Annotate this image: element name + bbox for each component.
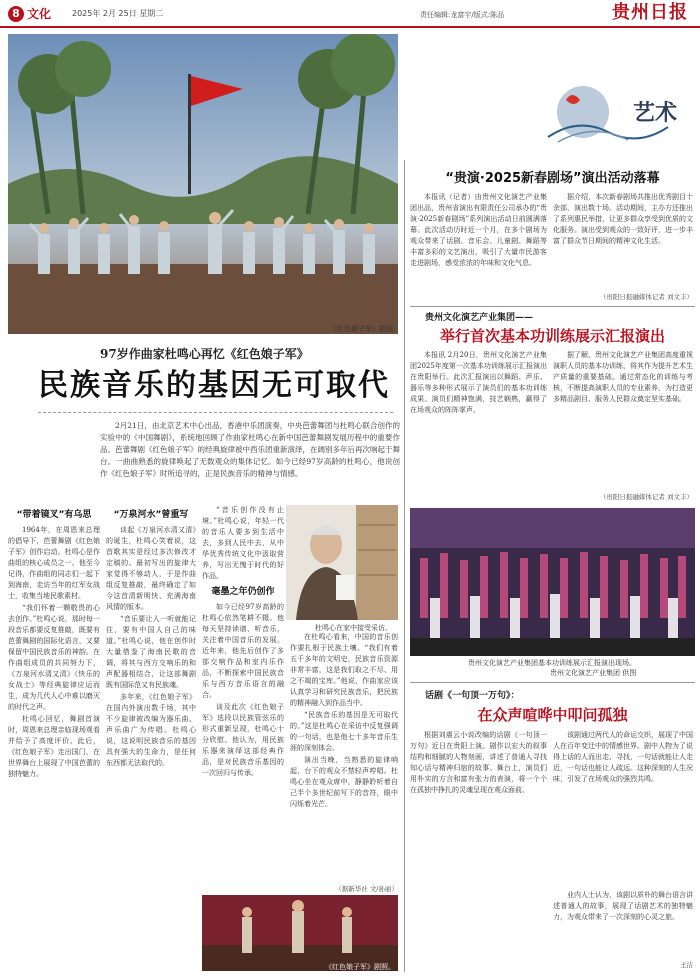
feature-col1: “带着镜叉”有乌思 1964年，在周恩来总理的倡导下，芭蕾舞剧《红色娘子军》创作启动。杜鸣心是作曲组的核心成员之一。他至今记得，作曲组的同志们一起下到海南，走访当年的红军女战士，收集当地民歌素材。 “我们怀着一颗敬畏的心去创作。”杜鸣心说，那时每一段音乐都要反复推敲，既要有芭蕾舞剧的国际化语言，又要保留中国民族音乐的神韵。在作曲组成员的共同努力下，《万泉河水清又清》《快乐的女战士》等经典旋律应运而生，成为几代人心中难以磨灭的时代之声。 杜鸣心回忆，舞剧首演时，周恩来总理亲临现场观看并给予了高度评价。此后，《红色娘子军》走出国门，在世界舞台上展现了中国芭蕾的独特魅力。 [8, 510, 100, 778]
page-number: 8 [8, 6, 24, 22]
portrait-photo [286, 505, 398, 620]
dance-photo [202, 895, 398, 971]
feature-title: 民族音乐的基因无可取代 [38, 368, 390, 403]
article3-credit: （贵阳日报融媒体记者 刘文丰） [599, 493, 693, 501]
feature-col2: “万泉河水”曾重写 谈起《万泉河水清又清》的诞生，杜鸣心笑着说，这首歌其实是经过多次修改才定稿的。最初写出的旋律大家觉得不够动人，于是作曲组反复推敲，最终确定了如今这首清新明快、充满海南风情的版本。 “音乐要让人一听就能记住，要有中国人自己的味道。”杜鸣心说，他在创作时大量借鉴了海南民歌的音调，将其与西方交响乐的和声配器相结合，让这部舞剧既有国际范又有民族魂。 多年来，《红色娘子军》在国内外演出数千场，其中不少旋律被改编为器乐曲、声乐曲广为传唱。杜鸣心说，这说明民族音乐的基因具有强大的生命力，是任何东西都无法取代的。 [106, 510, 196, 767]
feature-credit: （据新华社 文/孙丽） [335, 885, 398, 893]
article4-col3: 业内人士认为，该剧以质朴的舞台语言讲述普通人的故事，展现了话剧艺术的独特魅力，为观众带来了一次深刻的心灵之旅。 [553, 891, 693, 921]
article3-kicker: 贵州文化演艺产业集团—— [425, 313, 534, 323]
art-section-logo [538, 82, 678, 152]
feature-lead: 2月21日，由北京艺术中心出品，香港中乐团演奏，中央芭蕾舞团与杜鸣心联合创作的实验中的《中国舞剧》，系统地回顾了作曲家杜鸣心在新中国芭蕾舞剧发展历程中的重要作品。芭蕾舞剧《红色娘子军》的经典旋律被中西乐团重新演绎，在阔别多年后再次响起于舞台。一曲曲熟悉的旋律唤起了无数观众的集体记忆。如今已经97岁高龄的杜鸣心，他说创作《红色娘子军》时所追寻的，正是民族音乐的精神与情感。 [100, 421, 400, 478]
top-photo-caption: 《红色娘子军》剧照。 [330, 325, 400, 333]
editor-credits: 责任编辑:龙富宇/版式:陈品 [420, 11, 505, 19]
article4-col2: 该剧通过两代人的命运交织，展现了中国人在百年变迁中的情感世界。剧中人物为了说得上话的人而出走、寻找，一句话就能让人走近，一句话也能让人疏远。这种深刻的人生况味，引发了在场观众的强烈共鸣。 [553, 731, 693, 783]
newspaper-brand: 贵州日报 [612, 2, 688, 23]
masthead [0, 0, 700, 28]
article4-credit: 王洁 [680, 961, 693, 969]
feature-subheading1: “带着镜叉”有乌思 [16, 510, 92, 520]
ballet-stage-photo [8, 34, 398, 334]
article2-title: “贵演·2025新春剧场”演出活动落幕 [445, 171, 660, 186]
feature-kicker: 97岁作曲家杜鸣心再忆《红色娘子军》 [100, 347, 309, 361]
divider [410, 306, 695, 307]
article2-col2: 据介绍，本次新春剧场共推出优秀剧目十余部，演出数十场。活动期间，主办方还推出了系列惠民举措，让更多群众享受到优质的文化服务。演出受到观众的一致好评，进一步丰富了群众节日期间的精神文化生活。 [553, 193, 693, 245]
article3-col1: 本报讯 2月20日，贵州文化演艺产业集团2025年度第一次基本功训练展示汇报演出在贵阳举行。此次汇报演出以舞蹈、声乐、器乐等多种形式展示了演员们的基本功训练成果。演员们精神饱满，技艺娴熟，赢得了在场观众的阵阵掌声。 [410, 351, 547, 414]
portrait-caption: 杜鸣心在家中接受采访。 [315, 624, 392, 632]
article4-col1: 根据刘震云小说改编的话剧《一句顶一万句》近日在贵阳上演。剧作以宏大的叙事结构和细腻的人物刻画，讲述了普通人寻找知心话与精神归宿的故事。舞台上，演员们用朴实的方言和富有张力的表演，将一个个在孤独中挣扎的灵魂呈现在观众面前。 [410, 731, 547, 794]
issue-date: 2025年 2月 25日 星期二 [72, 9, 164, 18]
article3-col2: 据了解，贵州文化演艺产业集团高度重视演职人员的基本功训练，将其作为提升艺术生产质量的重要基础。通过常态化的训练与考核，不断提高演职人员的专业素养，为打造更多精品剧目、服务人民群众奠定坚实基础。 [553, 351, 693, 403]
feature-col4: 在杜鸣心看来，中国的音乐创作要扎根于民族土壤。“我们有着五千多年的文明史，民族音乐资源非常丰富，这是我们取之不尽、用之不竭的宝库。”他说，作曲家应该认真学习和研究民族音乐，把民族的精神融入到作品当中。 “民族音乐的基因是无可取代的。”这是杜鸣心在采访中反复强调的一句话，也是他七十多年音乐生涯的深刻体会。 演出当晚，当熟悉的旋律响起，台下的观众不禁轻声哼唱。杜鸣心坐在观众席中，静静聆听着自己半个多世纪前写下的音符，眼中闪烁着光芒。 [290, 633, 398, 808]
performance-photo-caption: 贵州文化演艺产业集团基本功训练展示汇报演出现场。 [468, 659, 636, 667]
performance-photo [410, 508, 695, 656]
title-divider [38, 412, 393, 413]
article2-credit: （贵阳日报融媒体记者 刘文丰） [599, 293, 693, 301]
article4-kicker: 话剧《一句顶一万句》： [425, 691, 520, 701]
column-separator [404, 160, 405, 972]
section-name: 文化 [27, 7, 52, 21]
article4-title: 在众声喧哗中叩问孤独 [477, 706, 628, 724]
divider [410, 682, 695, 683]
feature-subheading3: 毫墨之年仍创作 [211, 587, 275, 597]
feature-col3: “音乐创作没有止境。”杜鸣心说，年轻一代的音乐人要多到生活中去，多到人民中去，从中华优秀传统文化中汲取营养，写出无愧于时代的好作品。 毫墨之年仍创作 如今已经97岁高龄的杜鸣心依然笔耕不辍。他每天坚持读谱、听音乐，关注着中国音乐的发展。近年来，他先后创作了多部交响作品和室内乐作品，不断探索中国民族音乐与西方音乐语言的融合。 谈及此次《红色娘子军》选段以民族管弦乐的形式重新呈现，杜鸣心十分欣慰。他认为，用民族乐器来演绎这部经典作品，是对民族音乐基因的一次回归与传承。 [202, 506, 284, 777]
article3-title: 举行首次基本功训练展示汇报演出 [439, 327, 665, 345]
performance-photo-credit: 贵州文化演艺产业集团 供图 [550, 669, 637, 677]
article2-col1: 本报讯（记者）由贵州文化演艺产业集团出品，贵州省演出有限责任公司承办的“贵演·2025新春剧场”系列演出活动日前圆满落幕。此次活动历时近一个月，在多个剧场为观众带来了话剧、音乐会、儿童剧、舞蹈等丰富多彩的文艺演出，吸引了大量市民游客走进剧场，感受浓浓的年味和文化气息。 [410, 193, 547, 267]
dance-photo-caption: 《红色娘子军》剧照。 [325, 963, 395, 971]
logo-text: 艺术 [633, 100, 678, 126]
feature-subheading2: “万泉河水”曾重写 [113, 510, 189, 520]
